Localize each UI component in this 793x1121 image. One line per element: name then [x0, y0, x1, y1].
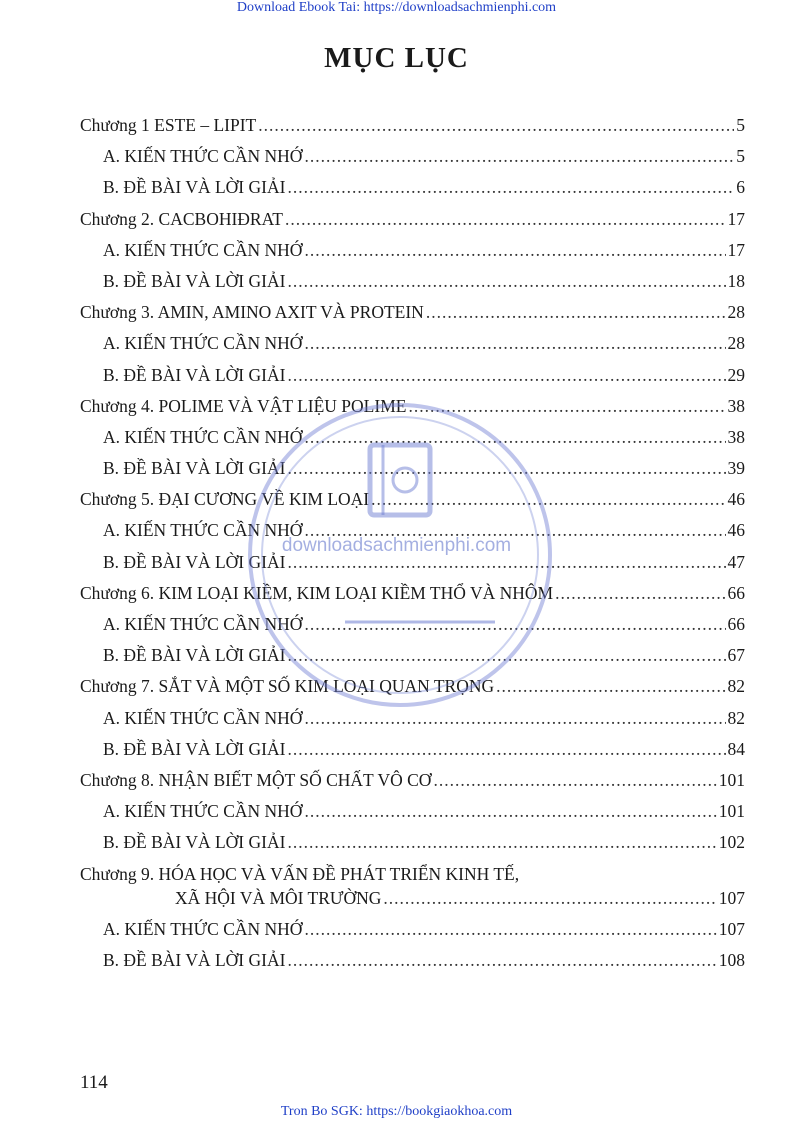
- toc-entry-page: 5: [736, 115, 745, 135]
- toc-entry-label: B. ĐỀ BÀI VÀ LỜI GIẢI: [103, 270, 286, 291]
- toc-entry-label: Chương 1 ESTE – LIPIT: [80, 115, 257, 135]
- toc-entry-page: 47: [727, 551, 745, 572]
- toc-entry-label: Chương 7. SẮT VÀ MỘT SỐ KIM LOẠI QUAN TRỌNG: [80, 676, 495, 697]
- toc-entry[interactable]: [80, 177, 745, 208]
- toc-entry[interactable]: [80, 333, 745, 364]
- toc-entry-label: B. ĐỀ BÀI VÀ LỜI GIẢI: [103, 645, 286, 666]
- toc-entry-page: 102: [718, 832, 745, 853]
- page-number: 114: [80, 1072, 108, 1093]
- toc-entry-label: Chương 4. POLIME VÀ VẬT LIỆU POLIME: [80, 395, 407, 416]
- watermark-text: downloadsachmienphi.com: [281, 535, 512, 556]
- toc-entry-page: 107: [718, 918, 745, 939]
- toc-entry[interactable]: [80, 271, 745, 302]
- toc-leader-dots: [287, 645, 725, 666]
- toc-entry[interactable]: [80, 396, 745, 427]
- toc-entry-label: A. KIẾN THỨC CẦN NHỚ: [103, 918, 303, 939]
- toc-entry[interactable]: [80, 583, 745, 614]
- toc-leader-dots: [287, 271, 725, 292]
- toc-entry-page: 6: [736, 177, 745, 198]
- toc-entry[interactable]: [80, 832, 745, 863]
- toc-leader-dots: [258, 115, 734, 136]
- toc-entry-label: Chương 3. AMIN, AMINO AXIT VÀ PROTEIN: [80, 302, 424, 323]
- toc-entry-label: Chương 8. NHẬN BIẾT MỘT SỐ CHẤT VÔ CƠ: [80, 769, 432, 790]
- toc-entry-label: Chương 2. CACBOHIĐRAT: [80, 208, 283, 229]
- toc-entry-label: A. KIẾN THỨC CẦN NHỚ: [103, 614, 303, 634]
- footer-link[interactable]: Tron Bo SGK: https://bookgiaokhoa.com: [280, 1104, 513, 1119]
- toc-entry-page: 101: [718, 769, 745, 790]
- toc-entry-label: A. KIẾN THỨC CẦN NHỚ: [103, 801, 303, 822]
- toc-leader-dots: [304, 520, 725, 541]
- toc-entry-page: 107: [718, 887, 745, 908]
- toc-leader-dots: [426, 302, 726, 323]
- toc-entry[interactable]: [80, 427, 745, 458]
- toc-leader-dots: [304, 708, 725, 729]
- page-title: MỤC LỤC: [324, 42, 469, 74]
- toc-leader-dots: [287, 832, 716, 853]
- toc-entry-page: 39: [727, 458, 745, 479]
- toc-leader-dots: [287, 458, 725, 479]
- toc-leader-dots: [287, 177, 734, 198]
- toc-entry-page: 38: [727, 426, 745, 447]
- toc-entry[interactable]: [80, 708, 745, 739]
- toc-entry-page: 29: [727, 364, 745, 385]
- toc-entry-label: B. ĐỀ BÀI VÀ LỜI GIẢI: [103, 832, 286, 853]
- toc-entry-label: B. ĐỀ BÀI VÀ LỜI GIẢI: [103, 551, 286, 572]
- toc-entry-page: 46: [727, 520, 745, 541]
- toc-entry-label: B. ĐỀ BÀI VÀ LỜI GIẢI: [103, 364, 286, 385]
- toc-entry[interactable]: [80, 489, 745, 520]
- toc-entry[interactable]: [80, 209, 745, 240]
- toc-entry-label: A. KIẾN THỨC CẦN NHỚ: [103, 426, 303, 447]
- toc-entry-page: 17: [727, 239, 745, 260]
- table-of-contents: [80, 115, 745, 981]
- toc-leader-dots: [285, 209, 726, 230]
- toc-entry-page: 28: [727, 333, 745, 354]
- toc-leader-dots: [287, 365, 725, 386]
- toc-entry[interactable]: [80, 552, 745, 583]
- toc-leader-dots: [408, 396, 725, 417]
- toc-entry[interactable]: [80, 950, 745, 981]
- toc-entry-page: 5: [736, 146, 745, 167]
- toc-entry[interactable]: [80, 919, 745, 950]
- toc-leader-dots: [304, 333, 725, 354]
- toc-entry[interactable]: [80, 240, 745, 271]
- toc-entry[interactable]: [80, 146, 745, 177]
- toc-entry[interactable]: [80, 614, 745, 645]
- toc-entry-label: XÃ HỘI VÀ MÔI TRƯỜNG: [175, 887, 382, 908]
- toc-leader-dots: [555, 583, 725, 604]
- toc-entry-label: Chương 6. KIM LOẠI KIỀM, KIM LOẠI KIỀM THỔ VÀ NHÔM: [80, 582, 554, 603]
- toc-entry-page: 101: [718, 801, 745, 822]
- toc-leader-dots: [287, 739, 725, 760]
- toc-entry[interactable]: [80, 864, 745, 888]
- toc-leader-dots: [287, 552, 725, 573]
- toc-entry-page: 28: [727, 302, 745, 323]
- toc-entry[interactable]: [80, 365, 745, 396]
- toc-entry-page: 18: [727, 270, 745, 291]
- toc-entry-page: 17: [727, 208, 745, 229]
- toc-leader-dots: [383, 888, 716, 909]
- toc-leader-dots: [304, 427, 725, 448]
- toc-leader-dots: [433, 770, 716, 791]
- toc-entry-label: A. KIẾN THỨC CẦN NHỚ: [103, 520, 303, 541]
- toc-entry[interactable]: [80, 645, 745, 676]
- toc-entry-page: 82: [727, 676, 745, 697]
- toc-leader-dots: [304, 614, 725, 635]
- toc-leader-dots: [304, 146, 734, 167]
- toc-entry-page: 67: [727, 645, 745, 666]
- toc-entry-page: 66: [727, 582, 745, 603]
- toc-entry-page: 82: [727, 707, 745, 728]
- toc-entry[interactable]: [80, 770, 745, 801]
- toc-entry-label: A. KIẾN THỨC CẦN NHỚ: [103, 239, 303, 260]
- toc-leader-dots: [304, 801, 716, 822]
- toc-entry-page: 46: [727, 489, 745, 510]
- toc-leader-dots: [287, 950, 716, 971]
- toc-entry-page: 38: [727, 395, 745, 416]
- toc-entry-label: A. KIẾN THỨC CẦN NHỚ: [103, 333, 303, 354]
- toc-entry[interactable]: [80, 520, 745, 551]
- toc-entry-label: A. KIẾN THỨC CẦN NHỚ: [103, 707, 303, 728]
- toc-entry[interactable]: [80, 888, 745, 919]
- toc-leader-dots: [304, 240, 725, 261]
- toc-entry-label: A. KIẾN THỨC CẦN NHỚ: [103, 146, 303, 167]
- toc-entry-page: 84: [727, 738, 745, 759]
- toc-entry-label: B. ĐỀ BÀI VÀ LỜI GIẢI: [103, 949, 286, 970]
- toc-entry-label: Chương 5. ĐẠI CƯƠNG VỀ KIM LOẠI: [80, 489, 370, 510]
- toc-entry-label: Chương 9. HÓA HỌC VÀ VẤN ĐỀ PHÁT TRIỂN KINH TẾ,: [80, 863, 520, 884]
- toc-leader-dots: [496, 676, 725, 697]
- toc-entry[interactable]: [80, 739, 745, 770]
- toc-entry[interactable]: [80, 458, 745, 489]
- toc-entry-label: B. ĐỀ BÀI VÀ LỜI GIẢI: [103, 738, 286, 759]
- toc-entry-page: 66: [727, 614, 745, 634]
- download-link[interactable]: Download Ebook Tai: https://downloadsachmienphi.com: [236, 0, 557, 15]
- toc-entry[interactable]: [80, 676, 745, 707]
- toc-entry[interactable]: [80, 801, 745, 832]
- toc-entry-page: 108: [718, 949, 745, 970]
- toc-entry-label: B. ĐỀ BÀI VÀ LỜI GIẢI: [103, 177, 286, 198]
- toc-leader-dots: [304, 919, 716, 940]
- toc-entry-label: B. ĐỀ BÀI VÀ LỜI GIẢI: [103, 458, 286, 479]
- toc-leader-dots: [371, 489, 725, 510]
- toc-entry[interactable]: [80, 302, 745, 333]
- toc-entry[interactable]: [80, 115, 745, 146]
